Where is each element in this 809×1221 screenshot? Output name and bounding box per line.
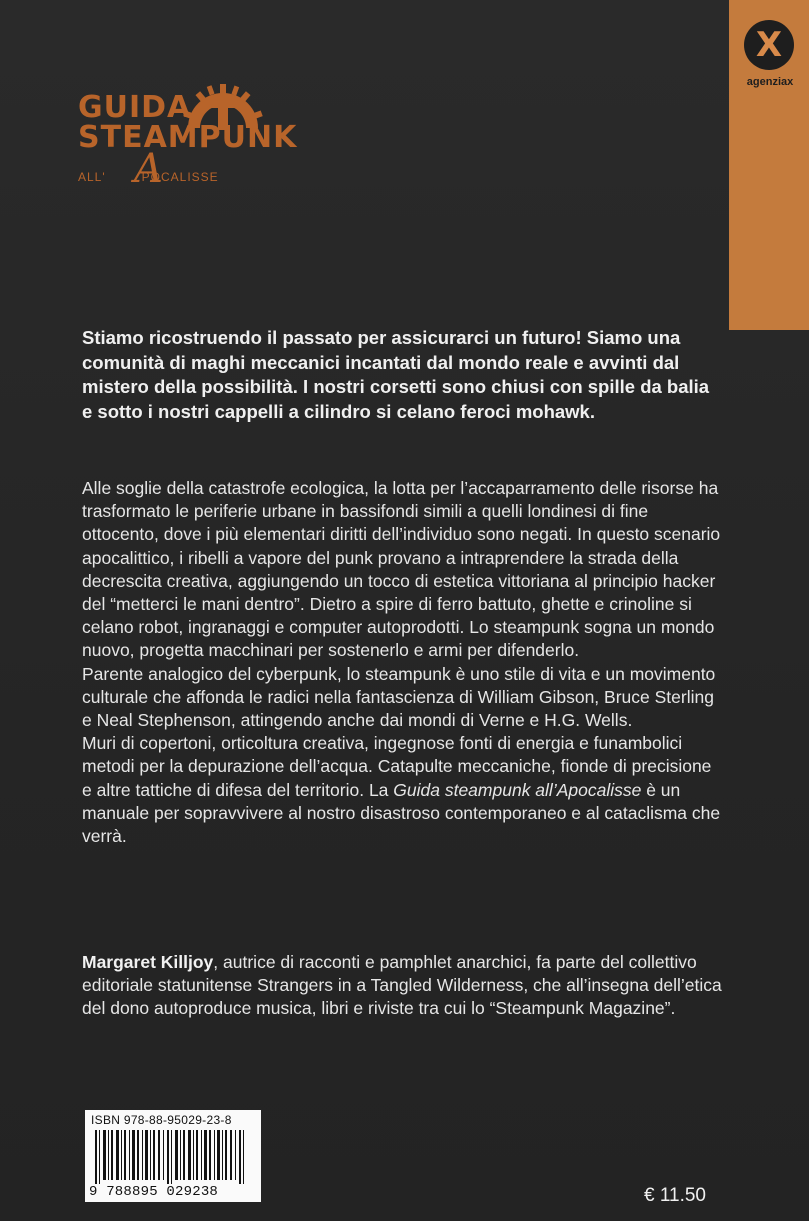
- blurb-text-part: Muri di copertoni, orticoltura creativa, ingegnose fonti di energia e funambolici metodi per la depurazione dell’acqua. Catapulte meccaniche, fionde di precisione e altre tattiche di difesa del territorio. La: [82, 733, 712, 800]
- series-logo: [78, 78, 298, 198]
- blurb-paragraph: Parente analogico del cyberpunk, lo steampunk è uno stile di vita e un movimento culturale che affonda le radici nella fantascienza di William Gibson, Bruce Sterling e Neal Stephenson, attingendo anche dai mondi di Verne e H.G. Wells.: [82, 663, 716, 731]
- barcode-number: 9 788895 029238: [89, 1184, 219, 1200]
- logo-script-letter: A: [134, 146, 163, 192]
- logo-subtitle-prefix: ALL': [78, 170, 106, 184]
- logo-word-steampunk: STEAMPUNK: [78, 120, 298, 155]
- author-bio: [82, 951, 722, 1021]
- logo-subtitle: [78, 170, 219, 184]
- blurb-text: [82, 477, 722, 848]
- publisher-name: agenziax: [746, 76, 794, 88]
- logo-subtitle-rest: POCALISSE: [141, 170, 219, 184]
- author-bio-text: , autrice di racconti e pamphlet anarchici, fa parte del collettivo editoriale statunitense Strangers in a Tangled Wilderness, che all’insegna dell’etica del dono autoproduce musica, libri e riviste tra cui lo “Steampunk Magazine”.: [82, 952, 722, 1019]
- isbn-label: ISBN 978-88-95029-23-8: [91, 1113, 232, 1127]
- lead-paragraph: Stiamo ricostruendo il passato per assicurarci un futuro! Siamo una comunità di maghi meccanici incantati dal mondo reale e avvinti dal mistero della possibilità. I nostri corsetti sono chiusi con spille da balia e sotto i nostri cappelli a cilindro si celano feroci mohawk.: [82, 327, 710, 422]
- publisher-logo-icon: X: [744, 20, 794, 70]
- price: € 11.50: [644, 1185, 706, 1206]
- author-name: Margaret Killjoy: [82, 952, 214, 972]
- blurb-paragraph: Alle soglie della catastrofe ecologica, la lotta per l’accaparramento delle risorse ha trasformato le periferie urbane in bassifondi simili a quelli londinesi di fine ottocento, dove i più elementari diritti dell’individuo sono negati. In questo scenario apocalittico, i ribelli a vapore del punk provano a intraprendere la strada della decrescita creativa, aggiungendo un tocco di estetica vittoriana al principio hacker del “metterci le mani dentro”. Dietro a spire di ferro battuto, ghette e crinoline si celano robot, ingranaggi e computer autoprodotti. Lo steampunk sogna un mondo nuovo, progetta macchinari per sostenerlo e armi per difenderlo.: [82, 478, 721, 661]
- logo-word-guida: GUIDA: [78, 90, 192, 125]
- blurb-paragraph: [82, 732, 722, 848]
- barcode: [85, 1110, 261, 1202]
- book-title: Guida steampunk all’Apocalisse: [393, 779, 642, 800]
- blurb-text-part: è un manuale per sopravvivere al nostro disastroso contemporaneo e al cataclisma che verrà.: [82, 779, 721, 847]
- barcode-bars: [91, 1130, 255, 1184]
